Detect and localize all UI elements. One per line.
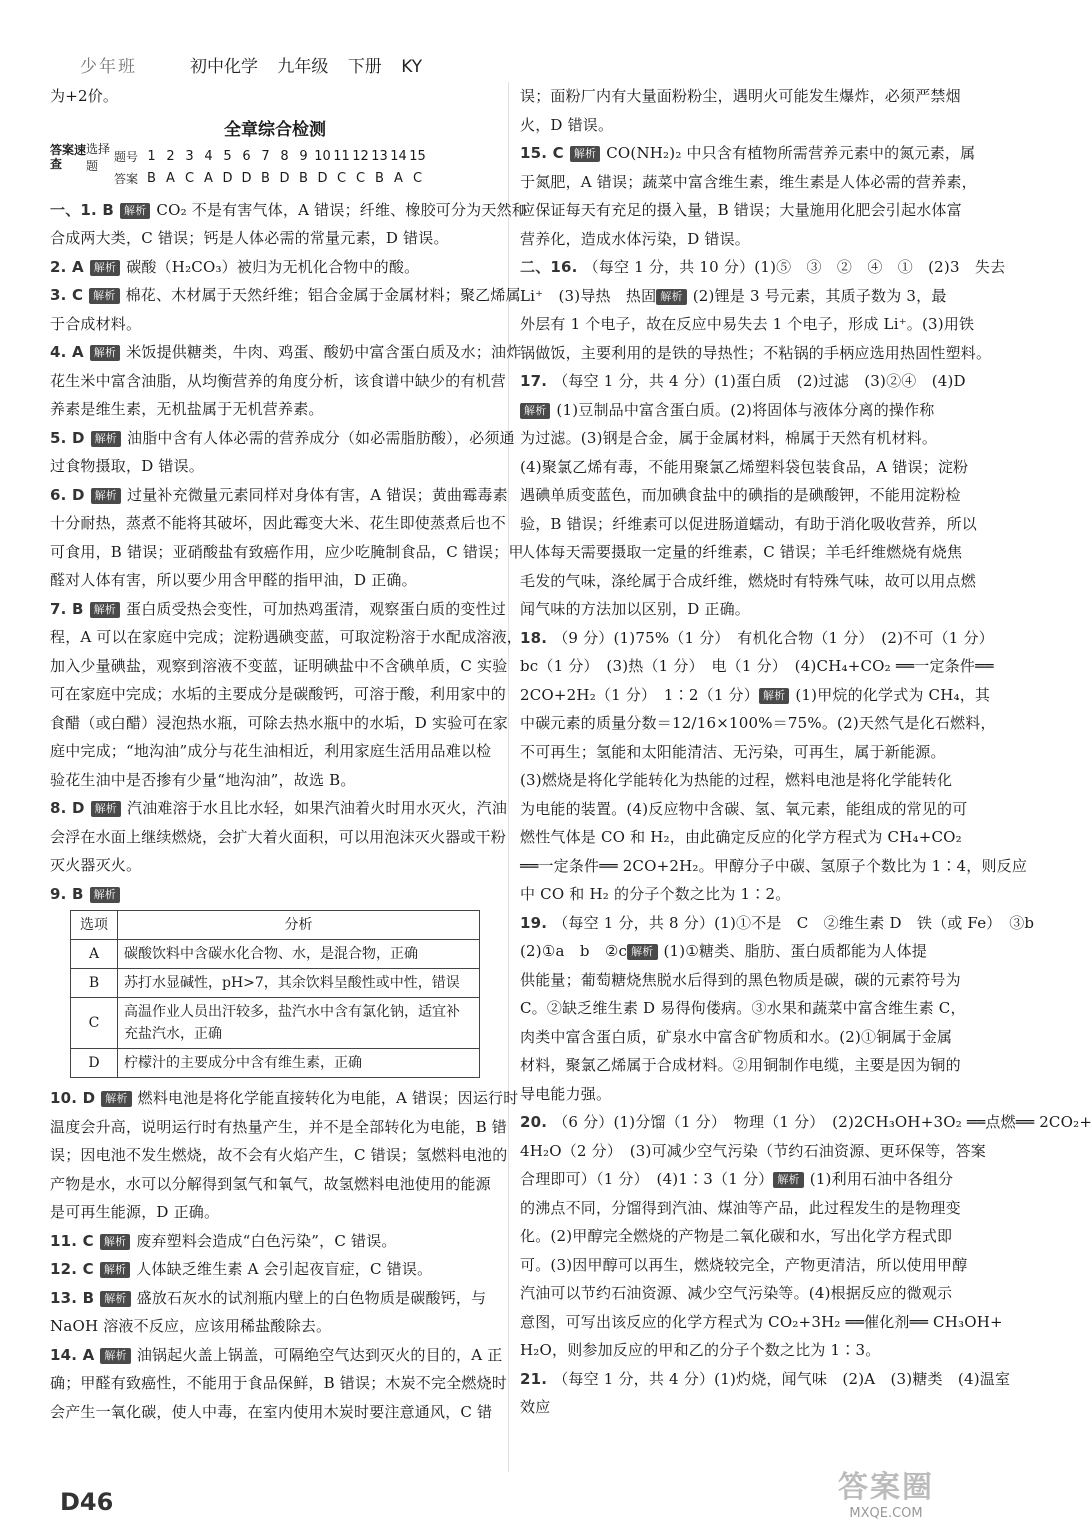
answer-line [520,738,972,767]
analysis-tag: 解析 [90,345,120,361]
table-row [71,998,480,1049]
answer-text: 验花生油中是否掺有少量“地沟油”，故选 B。 [50,770,356,789]
section-title: 全章综合检测 [224,119,326,140]
answer-key-answer: B [147,171,156,186]
answer-text: 会产生一氧化碳，使人中毒，在室内使用木炭时要注意通风，C 错 [50,1402,493,1421]
answer-text: (1)利用石油中各组分 [809,1170,954,1188]
answer-text: （每空 1 分，共 8 分）(1)①不是 C ②维生素 D 铁（或 Fe） ③b [553,913,1035,932]
answer-key-number: 3 [185,149,194,164]
answer-line [50,823,507,852]
answer-text: 的沸点不同，分馏得到汽油、煤油等产品，此过程发生的是物理变 [520,1198,961,1217]
answer-text: 毛发的气味，涤纶属于合成纤维，燃烧时有特殊气味，故可以用点燃 [520,571,977,590]
answer-line [50,338,522,367]
answer-line [50,509,507,538]
answer-line [520,1051,972,1080]
answer-line [520,253,1006,282]
intro-text: 为+2价。 [50,87,119,105]
answer-line [50,452,500,481]
answer-line [50,652,508,681]
answer-text: 过食物摄取，D 错误。 [50,457,204,475]
answer-text: 于合成材料。 [50,314,142,333]
answer-key-number: 5 [223,149,232,164]
answer-line [50,709,508,738]
question-number: 二、16. [520,258,578,276]
analysis-tag: 解析 [91,431,121,447]
answer-text: 火，D 错误。 [520,115,614,134]
answer-text: 肉类中富含蛋白质，矿泉水中富含矿物质和水。(2)①铜属于金属 [520,1027,953,1046]
table-row [71,969,480,998]
answer-line [50,196,527,225]
book-info [190,52,436,77]
edition-label: KY [401,57,423,77]
answer-text: 加入少量碘盐，观察到溶液不变蓝，证明碘盐中不含碘单质，C 实验 [50,656,508,675]
analysis-tag: 解析 [120,203,150,219]
answer-line [50,851,500,880]
answer-text: 化。(2)甲醇完全燃烧的产物是二氧化碳和水，写出化学方程式即 [520,1227,953,1245]
answer-text: 可。(3)因甲醇可以再生，燃烧较完全，产物更清洁，所以使用甲醇 [520,1255,968,1274]
answer-line [50,1113,507,1142]
answer-text: 花生米中富含油脂，从均衡营养的角度分析，该食谱中缺少的有机营 [50,371,507,390]
answer-text: 废弃塑料会造成“白色污染”，C 错误。 [136,1231,397,1250]
question-number: 20. [520,1113,548,1131]
question-number: 5. D [50,428,85,447]
question-number: 13. B [50,1288,95,1307]
answer-line [520,168,977,197]
answer-key-answer: D [317,171,328,186]
table-header-option: 选项 [71,911,118,940]
answer-text: 米饭提供糖类，牛肉、鸡蛋、酸奶中富含蛋白质及水；油炸 [126,343,522,361]
left-answer-lines-2 [50,1084,519,1426]
analysis-tag: 解析 [91,801,121,817]
answer-text: (1)甲烷的化学式为 CH₄，其 [795,685,991,704]
question-number: 11. C [50,1231,94,1250]
question-number: 18. [520,628,548,647]
answer-text: 效应 [520,1398,551,1416]
answer-key-answer: B [375,171,384,186]
answer-text: 是可再生能源，D 正确。 [50,1203,220,1221]
answer-line [520,766,972,795]
answer-key-number: 7 [261,149,270,164]
answer-line [520,1194,972,1223]
answer-line [520,339,992,368]
answer-text: 合理即可）（1 分） (4)1∶3（1 分） [520,1170,774,1188]
answer-key-number: 11 [333,149,350,164]
answer-text: (1)豆制品中富含蛋白质。(2)将固体与液体分离的操作称 [556,400,935,419]
left-answer-lines [50,196,527,909]
answer-key-answer: B [299,171,308,186]
answer-text: 为过滤。(3)钢是合金，属于金属材料，棉属于天然有机材料。 [520,429,938,447]
answer-text: 燃性气体是 CO 和 H₂，由此确定反应的化学方程式为 CH₄+CO₂ [520,828,962,846]
answer-text: 可在家庭中完成；水垢的主要成分是碳酸钙，可溶于酸，利用家中的 [50,685,507,703]
answer-key-answer: D [241,171,252,186]
answer-line [50,538,524,567]
answer-text: 误；面粉厂内有大量面粉粉尘，遇明火可能发生爆炸，必须严禁烟 [520,87,961,105]
subject-label: 初中化学 [190,57,258,77]
table-analysis: 苏打水显碱性，pH>7，其余饮料呈酸性或中性，错误 [118,969,480,998]
answer-text: (3)燃烧是将化学能转化为热能的过程，燃料电池是将化学能转化 [520,771,953,789]
table-header-analysis: 分析 [118,911,480,940]
answer-key-number: 9 [299,149,308,164]
answer-text: 合成两大类，C 错误；钙是人体必需的常量元素，D 错误。 [50,229,449,247]
answer-line [520,652,994,681]
answer-key-numbers [142,149,427,164]
answer-text: 人体每天需要摄取一定量的纤维素，C 错误；羊毛纤维燃烧有烧焦 [520,543,963,561]
answer-line [50,680,507,709]
answer-line [520,453,972,482]
answer-line [520,139,976,168]
answer-key-number: 12 [352,149,369,164]
analysis-tag: 解析 [100,1291,130,1307]
answer-line [520,111,972,140]
right-column [520,82,1092,1422]
answer-text: CO₂ 不是有害气体，A 错误；纤维、橡胶可分为天然和 [156,200,527,219]
answer-line [520,966,972,995]
answer-line [50,1312,500,1341]
answer-text: C。②缺乏维生素 D 易得佝偻病。③水果和蔬菜中富含维生素 C， [520,999,966,1017]
answer-text: （每空 1 分，共 10 分）(1)⑤ ③ ② ④ ① (2)3 失去 [583,258,1006,276]
answer-text: 闻气味的方法加以区别，D 正确。 [520,600,750,618]
table-option: B [71,969,118,998]
table-option: C [71,998,118,1049]
answer-line [520,1308,1003,1337]
analysis-table [70,910,480,1078]
answer-line [50,395,500,424]
answer-line [50,623,523,652]
analysis-tag: 解析 [89,288,119,304]
answer-key-number: 8 [280,149,289,164]
answer-line [520,367,972,396]
volume-label: 下册 [347,57,382,77]
answer-line [50,1369,507,1398]
table-option: A [71,940,118,969]
question-number: 15. C [520,144,564,162]
answer-text: CO(NH₂)₂ 中只含有植物所需营养元素中的氮元素，属 [606,144,976,162]
answer-text: 验，B 错误；纤维素可以促进肠道蠕动，有助于消化吸收营养，所以 [520,514,977,533]
answer-line [520,1279,972,1308]
answer-text: 汽油可以节约石油资源、减少空气污染等。(4)根据反应的微观示 [520,1284,953,1302]
answer-text: 灭火器灭火。 [50,856,142,874]
answer-text: 醛对人体有害，所以要少用含甲醛的指甲油，D 正确。 [50,571,417,589]
answer-key-number: 15 [409,149,426,164]
analysis-tag: 解析 [90,602,120,618]
question-number: 一、1. B [50,200,114,219]
answer-key-number: 6 [242,149,251,164]
answer-line [520,1108,1092,1137]
question-number: 4. A [50,343,84,361]
answer-key-answer: C [184,171,195,186]
answer-line [520,424,972,453]
answer-line [50,310,500,339]
answer-text: 不可再生；氢能和太阳能清洁、无污染，可再生，属于新能源。 [520,742,946,761]
question-number: 2. A [50,257,84,276]
answer-key-number-label: 题号 [114,150,139,164]
answer-text: （9 分）(1)75%（1 分） 有机化合物（1 分） (2)不可（1 分） [553,628,994,647]
answer-text: 导电能力强。 [520,1084,612,1103]
answer-text: H₂O，则参加反应的甲和乙的分子个数之比为 1∶3。 [520,1341,881,1359]
answer-key-answer: C [336,171,347,186]
answer-text: (2)①a b ②c [520,942,628,960]
table-analysis: 碳酸饮料中含碳水化合物、水，是混合物，正确 [118,940,480,969]
analysis-tag: 解析 [90,260,120,276]
answer-key-answer-label: 答案 [114,172,139,186]
answer-text: 应保证每天有充足的摄入量，B 错误；大量施用化肥会引起水体富 [520,201,962,219]
analysis-tag: 解析 [100,1234,130,1250]
answer-text: 遇碘单质变蓝色，而加碘食盐中的碘指的是碘酸钾，不能用淀粉检 [520,486,961,504]
analysis-tag: 解析 [759,688,789,704]
watermark-url: MXQE.COM [849,1506,923,1521]
answer-key-answer: B [261,171,270,186]
answer-line [520,937,972,966]
answer-line [520,1336,972,1365]
answer-text: （每空 1 分，共 4 分）(1)蛋白质 (2)过滤 (3)②④ (4)D [553,372,966,390]
answer-line [520,595,972,624]
answer-line [50,1341,503,1370]
watermark-logo [838,1462,934,1521]
answer-key-row-label: 选择题 [86,141,111,173]
table-row [71,1049,480,1078]
answer-line [520,567,977,596]
answer-line [520,994,972,1023]
table-analysis: 柠檬汁的主要成分中含有维生素，正确 [118,1049,480,1078]
answer-line [520,396,972,425]
answer-text: 中碳元素的质量分数＝12/16×100%＝75%。(2)天然气是化石燃料， [520,714,996,732]
analysis-tag: 解析 [773,1172,803,1188]
answer-key-number: 10 [314,149,331,164]
answer-line [520,909,1035,938]
question-number: 12. C [50,1260,94,1278]
answer-text: ══一定条件══ 2CO+2H₂。甲醇分子中碳、氢原子个数比为 1∶4，则反应 [520,856,1028,875]
answer-line [520,196,972,225]
answer-line [50,281,521,310]
answer-key-answer: A [166,171,175,186]
answer-text: 温度会升高，说明运行时有热量产生，并不是全部转化为电能，B 错 [50,1117,507,1136]
question-number: 10. D [50,1089,96,1107]
answer-line [50,566,500,595]
answer-text: 盛放石灰水的试剂瓶内壁上的白色物质是碳酸钙，与 [136,1288,487,1307]
question-number: 7. B [50,599,84,618]
answer-key-answer: A [394,171,403,186]
analysis-tag: 解析 [100,1348,130,1364]
question-number: 6. D [50,485,85,504]
answer-text: 油锅起火盖上锅盖，可隔绝空气达到灭火的目的，A 正 [136,1345,503,1364]
answer-line [50,1227,500,1256]
answer-text: 会浮在水面上继续燃烧，会扩大着火面积，可以用泡沫灭火器或干粉 [50,827,507,846]
answer-line [50,794,508,823]
answer-line [520,1165,972,1194]
answer-text: 养素是维生素，无机盐属于无机营养素。 [50,400,324,418]
answer-text: 过量补充微量元素同样对身体有害，A 错误；黄曲霉毒素 [127,485,508,504]
answer-text: 棉花、木材属于天然纤维；铝合金属于金属材料；聚乙烯属 [125,286,521,304]
answer-line [520,795,972,824]
answer-text: 十分耐热，蒸煮不能将其破坏，因此霉变大米、花生即使蒸煮后也不 [50,514,507,532]
answer-line [520,481,972,510]
answer-line [50,1398,500,1427]
answer-text: 4H₂O（2 分） (3)可减少空气污染（节约石油资源、更环保等，答案 [520,1141,986,1160]
left-column [50,82,527,1426]
answer-line [50,1141,508,1170]
answer-line [50,367,507,396]
analysis-tag: 解析 [520,403,550,419]
answer-line [520,225,972,254]
answer-text: 意图，可写出该反应的化学方程式为 CO₂+3H₂ ══催化剂══ CH₃OH+ [520,1312,1003,1331]
answer-text: 碳酸（H₂CO₃）被归为无机化合物中的酸。 [126,257,420,276]
answer-line [520,1137,986,1166]
answer-text: Li⁺ (3)导热 热固 [520,286,657,305]
analysis-tag: 解析 [91,488,121,504]
answer-text: (1)①糖类、脂肪、蛋白质都能为人体提 [663,942,927,960]
answer-line [520,624,994,653]
answer-text: 确；甲醛有致癌性，不能用于食品保鲜，B 错误；木炭不完全燃烧时 [50,1374,507,1392]
answer-text: 营养化，造成水体污染，D 错误。 [520,229,750,248]
answer-line [50,424,515,453]
answer-line [520,709,996,738]
answer-text: 中 CO 和 H₂ 的分子个数之比为 1∶2。 [520,885,791,903]
question-number: 17. [520,372,548,390]
answer-key-answer: A [204,171,213,186]
answer-key-answer: D [222,171,233,186]
answer-key-answers [142,171,427,186]
answer-text: 汽油难溶于水且比水轻，如果汽油着火时用水灭火，汽油 [127,799,508,817]
answer-text: 外层有 1 个电子，故在反应中易失去 1 个电子，形成 Li⁺。(3)用铁 [520,315,975,333]
table-analysis: 高温作业人员出汗较多，盐汽水中含有氯化钠，适宜补充盐汽水，正确 [118,998,480,1049]
answer-line [520,282,972,311]
answer-text: (2)锂是 3 号元素，其质子数为 3，最 [692,286,947,305]
answer-text: 为电能的装置。(4)反应物中含碳、氢、氧元素，能组成的常见的可 [520,799,968,818]
table-row [71,940,480,969]
answer-text: 燃料电池是将化学能直接转化为电能，A 错误；因运行时 [137,1089,519,1107]
answer-key-number: 13 [371,149,388,164]
answer-text: 油脂中含有人体必需的营养成分（如必需脂肪酸），必须通 [127,428,515,447]
answer-key-table [50,141,500,190]
answer-line [50,1170,500,1199]
answer-line [50,1255,500,1284]
answer-line [520,82,972,111]
question-number: 8. D [50,799,85,817]
answer-key-number: 2 [166,149,175,164]
question-number: 19. [520,913,548,932]
answer-line [520,310,975,339]
answer-text: 人体缺乏维生素 A 会引起夜盲症，C 错误。 [136,1260,433,1278]
answer-line [50,1084,519,1113]
answer-line [520,1080,972,1109]
right-answer-lines [520,82,1092,1422]
answer-line [50,481,508,510]
answer-line [520,538,972,567]
table-option: D [71,1049,118,1078]
analysis-tag: 解析 [570,146,600,162]
analysis-tag: 解析 [627,944,657,960]
answer-text: 可食用，B 错误；亚硝酸盐有致癌作用，应少吃腌制食品，C 错误；甲 [50,542,524,561]
grade-label: 九年级 [277,57,329,77]
answer-text: 2CO+2H₂（1 分） 1∶2（1 分） [520,685,759,704]
answer-line [520,681,991,710]
answer-text: 锅做饭，主要利用的是铁的导热性；不粘锅的手柄应选用热固性塑料。 [520,343,992,362]
answer-line [50,595,507,624]
answer-line [50,224,500,253]
answer-line [520,510,977,539]
analysis-tag: 解析 [656,289,686,305]
answer-line [50,1284,500,1313]
question-number: 9. B [50,884,84,903]
question-number: 21. [520,1369,548,1388]
answer-text: （每空 1 分，共 4 分）(1)灼烧，闻气味 (2)A (3)糖类 (4)温室 [553,1369,1011,1388]
question-number: 3. C [50,286,84,304]
answer-line [50,766,500,795]
answer-line [520,1222,972,1251]
answer-text: bc（1 分） (3)热（1 分） 电（1 分） (4)CH₄+CO₂ ══一定条件══ [520,657,994,675]
answer-key-numbers-row [50,141,500,173]
answer-text: 于氮肥，A 错误；蔬菜中富含维生素，维生素是人体必需的营养素， [520,172,977,191]
page-number: D46 [60,1488,114,1516]
analysis-tag: 解析 [100,1262,130,1278]
answer-line [520,823,972,852]
analysis-tag: 解析 [90,887,120,903]
watermark-text: 答案圈 [838,1470,934,1505]
answer-text: （6 分）(1)分馏（1 分） 物理（1 分） (2)2CH₃OH+3O₂ ══点燃══ 2CO₂+ [553,1113,1092,1131]
answer-line [520,1023,972,1052]
answer-line [520,852,1028,881]
answer-key-answer: D [279,171,290,186]
answer-text: 误；因电池不发生燃烧，故不会有火焰产生，C 错误；氢燃料电池的 [50,1146,508,1164]
answer-key-number: 4 [204,149,213,164]
answer-line [520,1365,1011,1394]
answer-text: (4)聚氯乙烯有毒，不能用聚氯乙烯塑料袋包装食品，A 错误；淀粉 [520,457,969,476]
analysis-tag: 解析 [101,1091,131,1107]
answer-line [50,1198,500,1227]
answer-text: 产物是水，水可以分解得到氢气和氧气，故氢燃料电池使用的能源 [50,1174,491,1193]
answer-line [50,880,500,909]
answer-key-label: 答案速查 [50,142,87,171]
answer-key-number: 1 [147,149,156,164]
answer-key-number: 14 [390,149,407,164]
answer-line [50,737,500,766]
answer-line [520,1393,972,1422]
brand-logo: 少年班 [80,57,137,77]
answer-text: 程，A 可以在家庭中完成；淀粉遇碘变蓝，可取淀粉溶于水配成溶液， [50,628,523,646]
answer-key-answers-row [50,168,500,190]
answer-text: 材料，聚氯乙烯属于合成材料。②用铜制作电缆，主要是因为铜的 [520,1056,961,1074]
answer-line [50,253,500,282]
answer-key-answer: C [412,171,423,186]
answer-line [520,880,972,909]
answer-text: 食醋（或白醋）浸泡热水瓶，可除去热水瓶中的水垢，D 实验可在家 [50,713,508,732]
answer-text: 庭中完成；“地沟油”成分与花生油相近，利用家庭生活用品难以检 [50,742,492,760]
answer-text: 供能量；葡萄糖烧焦脱水后得到的黑色物质是碳，碳的元素符号为 [520,970,961,989]
answer-text: 蛋白质受热会变性，可加热鸡蛋清，观察蛋白质的变性过 [126,599,507,618]
answer-key-answer: C [355,171,366,186]
question-number: 14. A [50,1345,95,1364]
answer-text: NaOH 溶液不反应，应该用稀盐酸除去。 [50,1317,332,1335]
answer-line [520,1251,972,1280]
